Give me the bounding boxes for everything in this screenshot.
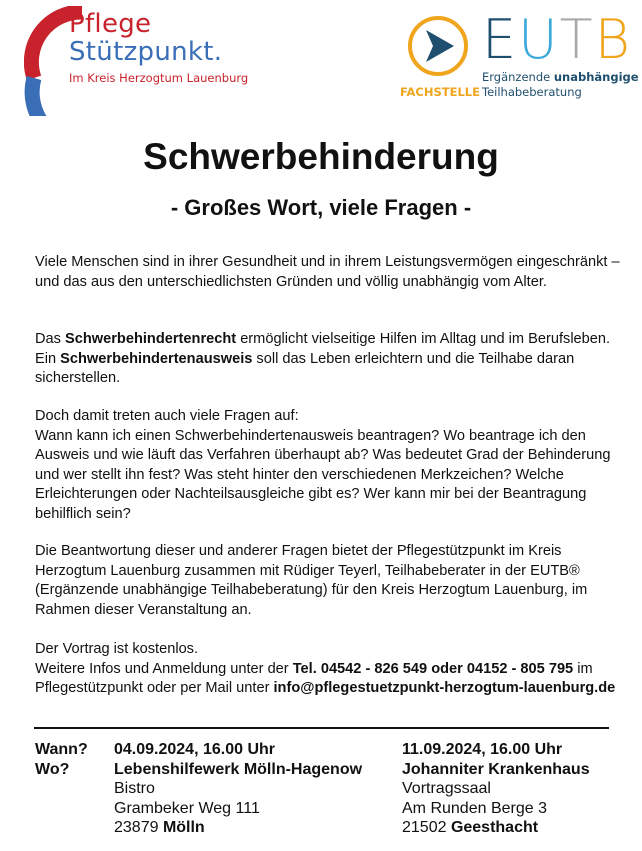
event-street: Am Runden Berge 3 (402, 799, 547, 817)
eutb-subline-1 (482, 70, 639, 84)
text-span: Weitere Infos und Anmeldung unter der (35, 660, 293, 677)
eutb-wordmark (482, 10, 632, 70)
questions-paragraph (35, 407, 625, 524)
eutb-subline-2: Teilhabeberatung (482, 85, 582, 99)
questions-intro: Doch damit treten auch viele Fragen auf: (35, 408, 299, 424)
eutb-sub-bold: unabhängige (553, 70, 639, 84)
organizers-text: Die Beantwortung dieser und anderer Fragen bietet der Pflegestützpunkt im Kreis Herzogtum Lauenburg zusammen mit Rüdiger Teyerl, Teilhabeberater in der EUTB® (Ergänzende unabhängige Teilhabeberatung) für den Kreis Herzogtum Lauenburg, im Rahmen dieser Veranstaltung an. (35, 543, 588, 618)
eutb-letter-b: B (594, 8, 633, 71)
logo-text-stuetzpunkt: Stützpunkt. (69, 37, 223, 67)
play-arrow-circle-icon (404, 12, 474, 84)
label-when: Wann? (35, 741, 88, 758)
free-notice: Der Vortrag ist kostenlos. (35, 641, 199, 657)
logo-text-region: Im Kreis Herzogtum Lauenburg (69, 71, 249, 85)
event-venue: Lebenshilfewerk Mölln-Hagenow (114, 760, 363, 778)
label-where: Wo? (35, 760, 70, 778)
rights-paragraph (35, 330, 625, 389)
logo-text-pflege: Pflege (69, 9, 152, 39)
event-room: Bistro (114, 780, 155, 797)
email-address[interactable]: info@pflegestuetzpunkt-herzogtum-lauenburg.de (273, 680, 616, 696)
intro-paragraph (35, 253, 625, 292)
event-street: Grambeker Weg 111 (114, 799, 260, 817)
organizers-paragraph (35, 542, 625, 620)
bold-term: Schwerbehindertenrecht (65, 331, 237, 347)
event-zip: 21502 (402, 819, 451, 836)
event-datetime: 04.09.2024, 16.00 Uhr (114, 741, 276, 758)
contact-text (35, 660, 625, 699)
pflegestuetzpunkt-logo (24, 6, 264, 116)
event-venue: Johanniter Krankenhaus (402, 760, 590, 778)
page-title: Schwerbehinderung (143, 136, 499, 177)
bold-term: Schwerbehindertenausweis (60, 350, 253, 367)
eutb-letter-e: E (482, 8, 519, 71)
text-span: im Pflegestützpunkt oder per Mail unter (35, 660, 593, 696)
eutb-letter-t: T (559, 8, 595, 71)
text-span: Das (35, 331, 66, 347)
phone-numbers: Tel. 04542 - 826 549 oder 04152 - 805 795 (292, 660, 574, 677)
page-subtitle: - Großes Wort, viele Fragen - (170, 195, 472, 220)
text-span: soll das Leben erleichtern und die Teilhabe daran sicherstellen. (35, 350, 575, 386)
event-labels (35, 740, 88, 779)
questions-list: Wann kann ich einen Schwerbehindertenausweis beantragen? Wo beantrage ich den Ausweis und wie läuft das Verfahren überhaupt ab? Was bedeutet Grad der Behinderung und wer stellt ihn fest? Was steht hinter den verschiedenen Merkzeichen? Welche Erleichterungen oder Nachteilsausgleiche gibt es? Wer kann mir bei der Beantragung behilflich sein? (35, 427, 611, 522)
event-room: Vortragssaal (402, 780, 491, 797)
eutb-logo (400, 8, 639, 103)
contact-paragraph (35, 640, 625, 699)
divider (34, 727, 609, 729)
eutb-letter-u: U (518, 8, 560, 71)
intro-text: Viele Menschen sind in ihrer Gesundheit und in ihrem Leistungsvermögen eingeschränkt – und das aus den unterschiedlichsten Gründen und völlig unabhängig vom Alter. (35, 254, 620, 290)
fachstelle-label: FACHSTELLE (400, 85, 480, 99)
event-zip: 23879 (114, 819, 163, 836)
event-geesthacht (402, 740, 590, 838)
eutb-sub-normal: Ergänzende (482, 70, 554, 84)
event-city: Mölln (162, 819, 205, 836)
rights-text (35, 330, 625, 389)
event-datetime: 11.09.2024, 16.00 Uhr (402, 741, 563, 758)
event-moelln (114, 740, 362, 838)
event-city: Geesthacht (450, 819, 539, 836)
text-span: ermöglicht vielseitige Hilfen im Alltag und im Berufsleben. Ein (35, 331, 611, 367)
